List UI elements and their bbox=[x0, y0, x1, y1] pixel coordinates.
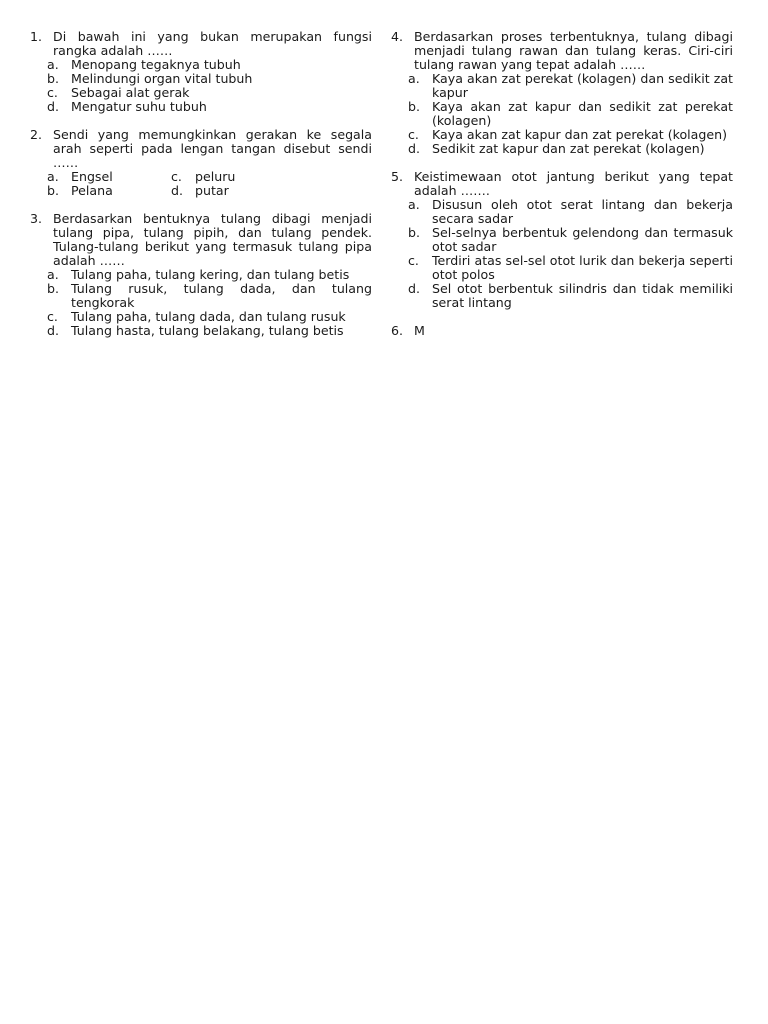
option-a bbox=[30, 58, 372, 72]
option-text: Mengatur suhu tubuh bbox=[71, 99, 207, 114]
option-text: Sedikit zat kapur dan zat perekat (kolagen) bbox=[432, 141, 705, 156]
question-text: Berdasarkan proses terbentuknya, tulang dibagi menjadi tulang rawan dan tulang keras. Ciri-ciri tulang rawan yang tepat adalah …… bbox=[414, 29, 733, 72]
option-d bbox=[391, 142, 733, 156]
question-3 bbox=[30, 212, 372, 338]
question-number: 1. bbox=[30, 29, 43, 44]
option-letter: b. bbox=[47, 183, 59, 198]
option-letter: b. bbox=[47, 71, 59, 86]
option-letter: a. bbox=[408, 197, 420, 212]
option-text: Tulang rusuk, tulang dada, dan tulang tengkorak bbox=[71, 281, 372, 310]
option-d bbox=[391, 282, 733, 310]
option-text: Melindungi organ vital tubuh bbox=[71, 71, 253, 86]
option-letter: c. bbox=[408, 127, 419, 142]
question-number: 5. bbox=[391, 169, 404, 184]
question-number: 3. bbox=[30, 211, 43, 226]
option-c bbox=[171, 170, 372, 184]
option-letter: c. bbox=[47, 309, 58, 324]
option-c bbox=[391, 128, 733, 142]
option-b bbox=[47, 184, 171, 198]
option-text: Kaya akan zat perekat (kolagen) dan sedikit zat kapur bbox=[432, 71, 733, 100]
option-b bbox=[30, 72, 372, 86]
option-a bbox=[47, 170, 171, 184]
option-letter: b. bbox=[408, 225, 420, 240]
option-a bbox=[391, 198, 733, 226]
question-text: Sendi yang memungkinkan gerakan ke segala arah seperti pada lengan tangan disebut sendi …… bbox=[53, 127, 372, 170]
option-list bbox=[391, 198, 733, 310]
option-letter: d. bbox=[408, 141, 420, 156]
option-text: Terdiri atas sel-sel otot lurik dan bekerja seperti otot polos bbox=[432, 253, 733, 282]
option-d bbox=[30, 100, 372, 114]
question-text: Keistimewaan otot jantung berikut yang tepat adalah ……. bbox=[414, 169, 733, 198]
option-b bbox=[391, 100, 733, 128]
option-b bbox=[391, 226, 733, 254]
right-column bbox=[391, 30, 733, 352]
option-c bbox=[391, 254, 733, 282]
question-number: 2. bbox=[30, 127, 43, 142]
option-text: Engsel bbox=[71, 169, 113, 184]
question-number: 4. bbox=[391, 29, 404, 44]
question-text: M bbox=[414, 323, 425, 338]
question-6 bbox=[391, 324, 733, 338]
option-a bbox=[391, 72, 733, 100]
option-text: putar bbox=[195, 183, 229, 198]
question-number: 6. bbox=[391, 323, 404, 338]
option-text: Disusun oleh otot serat lintang dan bekerja secara sadar bbox=[432, 197, 733, 226]
option-text: Pelana bbox=[71, 183, 113, 198]
option-letter: c. bbox=[47, 85, 58, 100]
option-letter: a. bbox=[47, 267, 59, 282]
option-text: Kaya akan zat kapur dan zat perekat (kolagen) bbox=[432, 127, 728, 142]
option-text: Sebagai alat gerak bbox=[71, 85, 190, 100]
option-grid bbox=[30, 170, 372, 198]
option-list bbox=[30, 268, 372, 338]
left-column bbox=[30, 30, 372, 352]
option-text: Tulang hasta, tulang belakang, tulang betis bbox=[71, 323, 344, 338]
option-letter: c. bbox=[171, 169, 182, 184]
option-letter: b. bbox=[408, 99, 420, 114]
option-list bbox=[30, 58, 372, 114]
option-letter: d. bbox=[408, 281, 420, 296]
option-text: Tulang paha, tulang kering, dan tulang betis bbox=[71, 267, 350, 282]
option-b bbox=[30, 282, 372, 310]
option-text: peluru bbox=[195, 169, 236, 184]
question-2 bbox=[30, 128, 372, 198]
question-text: Berdasarkan bentuknya tulang dibagi menjadi tulang pipa, tulang pipih, dan tulang pendek. Tulang-tulang berikut yang termasuk tulang pipa adalah …… bbox=[53, 211, 372, 268]
option-text: Menopang tegaknya tubuh bbox=[71, 57, 241, 72]
option-letter: a. bbox=[47, 169, 59, 184]
option-a bbox=[30, 268, 372, 282]
option-text: Sel-selnya berbentuk gelendong dan termasuk otot sadar bbox=[432, 225, 733, 254]
option-letter: b. bbox=[47, 281, 59, 296]
option-d bbox=[171, 184, 372, 198]
option-letter: a. bbox=[408, 71, 420, 86]
option-letter: d. bbox=[171, 183, 183, 198]
question-5 bbox=[391, 170, 733, 310]
option-letter: c. bbox=[408, 253, 419, 268]
option-text: Tulang paha, tulang dada, dan tulang rusuk bbox=[71, 309, 346, 324]
question-4 bbox=[391, 30, 733, 156]
option-letter: d. bbox=[47, 99, 59, 114]
question-1 bbox=[30, 30, 372, 114]
option-list bbox=[391, 72, 733, 156]
option-letter: a. bbox=[47, 57, 59, 72]
option-d bbox=[30, 324, 372, 338]
option-text: Sel otot berbentuk silindris dan tidak memiliki serat lintang bbox=[432, 281, 733, 310]
option-c bbox=[30, 86, 372, 100]
option-text: Kaya akan zat kapur dan sedikit zat perekat (kolagen) bbox=[432, 99, 733, 128]
option-letter: d. bbox=[47, 323, 59, 338]
option-c bbox=[30, 310, 372, 324]
question-text: Di bawah ini yang bukan merupakan fungsi rangka adalah …… bbox=[53, 29, 372, 58]
